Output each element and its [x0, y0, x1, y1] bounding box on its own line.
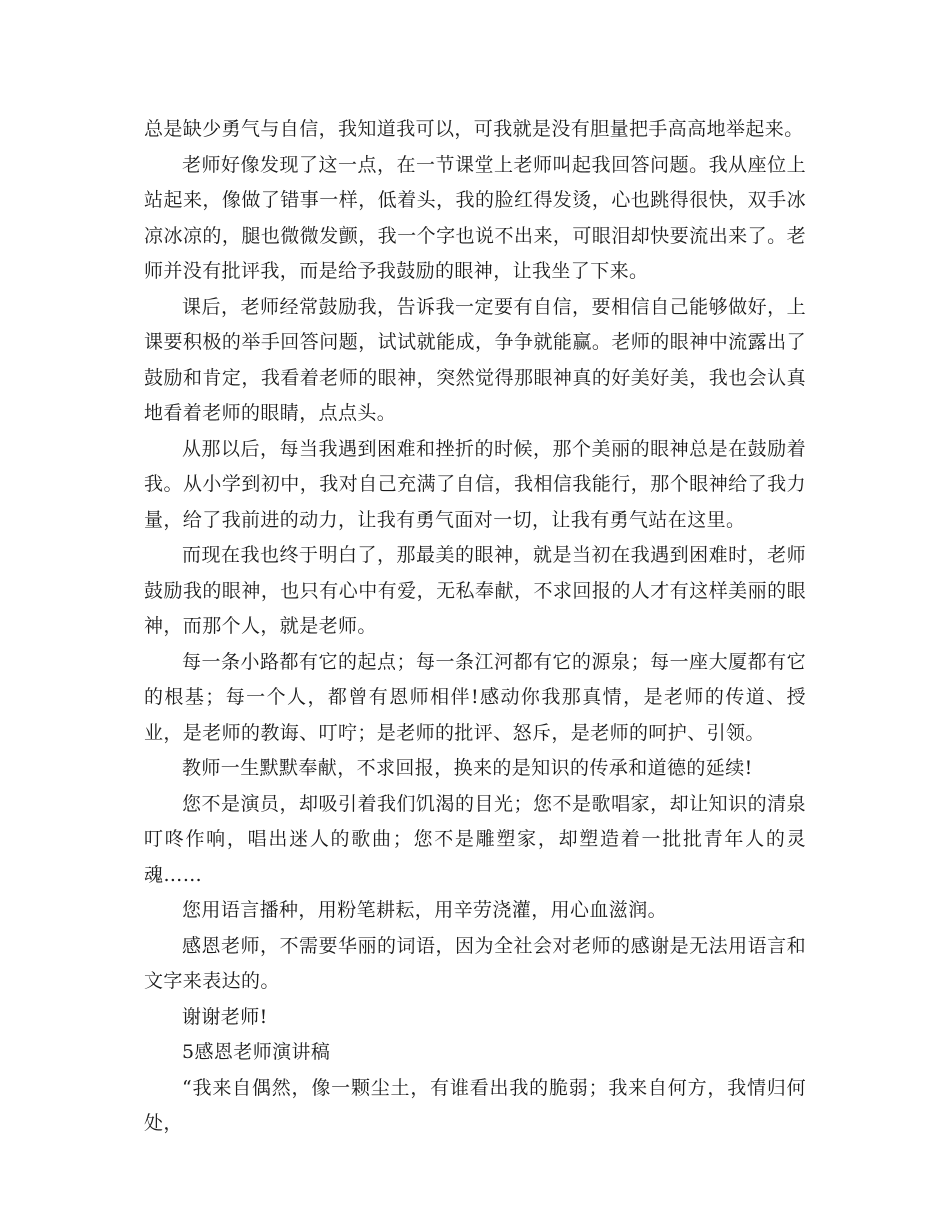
paragraph: 感恩老师，不需要华丽的词语，因为全社会对老师的感谢是无法用语言和文字来表达的。 [144, 934, 806, 992]
paragraph: 您用语言播种，用粉笔耕耘，用辛劳浇灌，用心血滋润。 [182, 899, 668, 921]
paragraph: 课后，老师经常鼓励我，告诉我一定要有自信，要相信自己能够做好，上课要积极的举手回答问题，试试就能成，争争就能赢。老师的眼神中流露出了鼓励和肯定，我看着老师的眼神，突然觉得那眼神真的好美好美，我也会认真地看着老师的眼睛，点点头。 [144, 295, 806, 424]
document-body [144, 112, 806, 1142]
paragraph: 谢谢老师! [182, 1005, 268, 1028]
paragraph: 老师好像发现了这一点，在一节课堂上老师叫起我回答问题。我从座位上站起来，像做了错事一样，低着头，我的脸红得发烫，心也跳得很快，双手冰凉冰凉的，腿也微微发颤，我一个字也说不出来，可眼泪却快要流出来了。老师并没有批评我，而是给予我鼓励的眼神，让我坐了下来。 [144, 153, 806, 282]
paragraph: 每一条小路都有它的起点；每一条江河都有它的源泉；每一座大厦都有它的根基；每一个人，都曾有恩师相伴!感动你我那真情，是老师的传道、授业，是老师的教诲、叮咛；是老师的批评、怒斥，是老师的呵护、引领。 [144, 650, 806, 744]
paragraph: 而现在我也终于明白了，那最美的眼神，就是当初在我遇到困难时，老师鼓励我的眼神，也只有心中有爱，无私奉献，不求回报的人才有这样美丽的眼神，而那个人，就是老师。 [144, 544, 806, 637]
paragraph: 您不是演员，却吸引着我们饥渴的目光；您不是歌唱家，却让知识的清泉叮咚作响，唱出迷人的歌曲；您不是雕塑家，却塑造着一批批青年人的灵魂…… [144, 792, 806, 886]
section-heading: 5感恩老师演讲稿 [182, 1041, 331, 1063]
paragraph: 教师一生默默奉献，不求回报，换来的是知识的传承和道德的延续! [182, 757, 753, 779]
paragraph: “我来自偶然，像一颗尘土，有谁看出我的脆弱；我来自何方，我情归何处， [144, 1076, 806, 1134]
paragraph: 从那以后，每当我遇到困难和挫折的时候，那个美丽的眼神总是在鼓励着我。从小学到初中，我对自己充满了自信，我相信我能行，那个眼神给了我力量，给了我前进的动力，让我有勇气面对一切，让我有勇气站在这里。 [144, 437, 806, 531]
paragraph: 总是缺少勇气与自信，我知道我可以，可我就是没有胆量把手高高地举起来。 [144, 118, 804, 140]
